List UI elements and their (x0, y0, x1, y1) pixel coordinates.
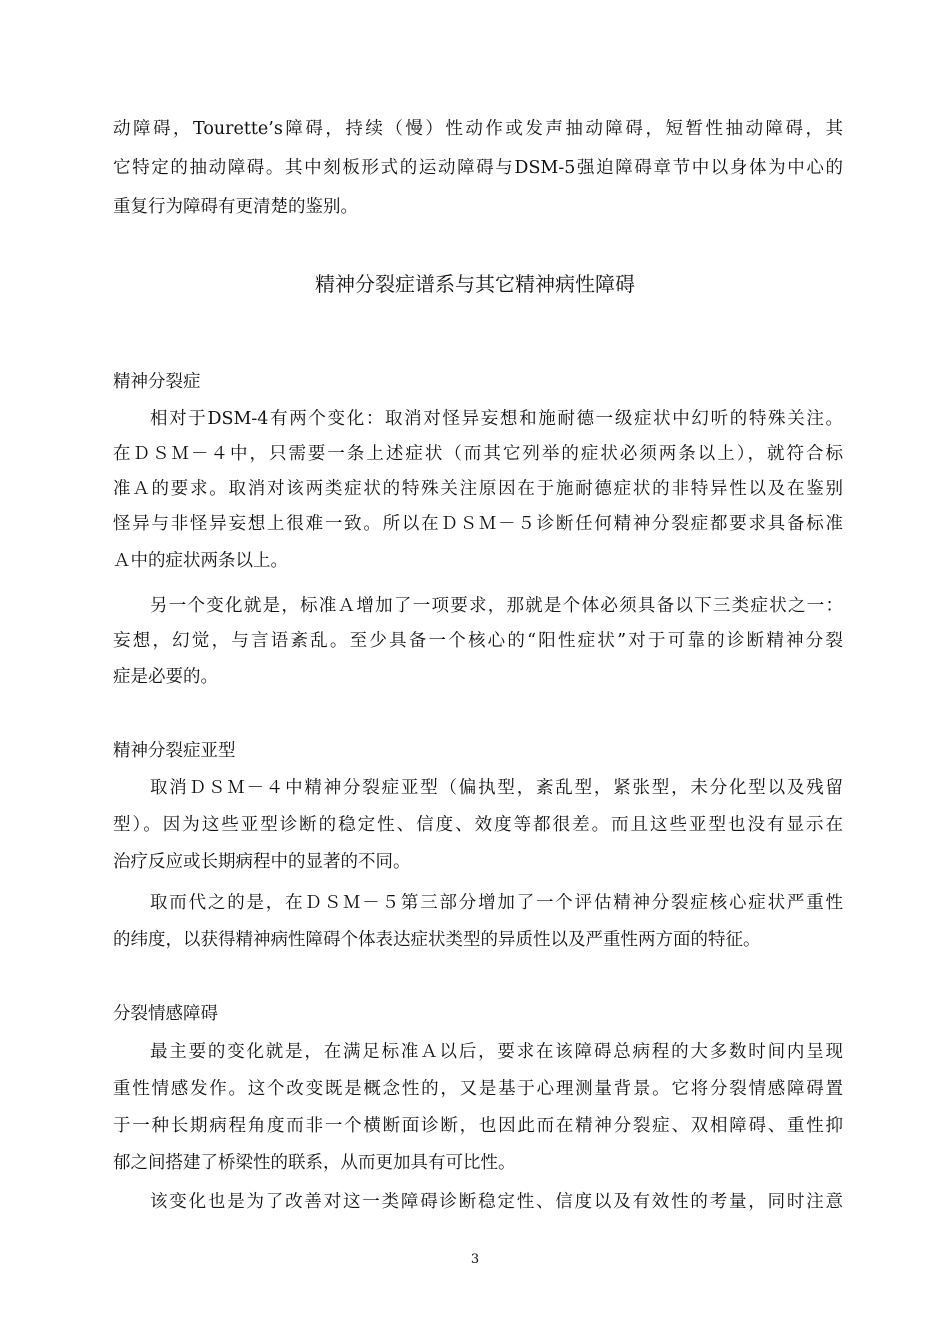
section-heading-schizoaffective: 分裂情感障碍 (113, 1004, 218, 1024)
section-heading-subtypes: 精神分裂症亚型 (113, 741, 236, 761)
paragraph-line: 郁之间搭建了桥梁性的联系，从而更加具有可比性。 (113, 1153, 516, 1173)
paragraph-line: 于一种长期病程角度而非一个横断面诊断，也因此而在精神分裂症、双相障碍、重性抑 (113, 1116, 843, 1136)
paragraph-line: Ａ中的症状两条以上。 (113, 551, 288, 571)
intro-line: 它特定的抽动障碍。其中刻板形式的运动障碍与DSM-5强迫障碍章节中以身体为中心的 (113, 158, 843, 178)
paragraph-line: 该变化也是为了改善对这一类障碍诊断稳定性、信度以及有效性的考量，同时注意 (150, 1192, 843, 1212)
paragraph-line: 另一个变化就是，标准Ａ增加了一项要求，那就是个体必须具备以下三类症状之一： (150, 596, 843, 616)
intro-line: 动障碍，Tourette’s障碍，持续（慢）性动作或发声抽动障碍，短暂性抽动障碍，其 (113, 119, 843, 139)
paragraph-line: 型）。因为这些亚型诊断的稳定性、信度、效度等都很差。而且这些亚型也没有显示在 (113, 815, 843, 835)
paragraph-line: 症是必要的。 (113, 667, 218, 687)
paragraph-line: 的纬度，以获得精神病性障碍个体表达症状类型的异质性以及严重性两方面的特征。 (113, 930, 761, 950)
section-title: 精神分裂症谱系与其它精神病性障碍 (315, 272, 635, 296)
paragraph-line: 准Ａ的要求。取消对该两类症状的特殊关注原因在于施耐德症状的非特异性以及在鉴别 (113, 479, 843, 499)
paragraph-line: 相对于DSM-4有两个变化：取消对怪异妄想和施耐德一级症状中幻听的特殊关注。 (150, 409, 843, 429)
paragraph-line: 妄想，幻觉，与言语紊乱。至少具备一个核心的“阳性症状”对于可靠的诊断精神分裂 (113, 631, 843, 651)
intro-line: 重复行为障碍有更清楚的鉴别。 (113, 197, 358, 217)
paragraph-line: 怪异与非怪异妄想上很难一致。所以在ＤＳＭ－５诊断任何精神分裂症都要求具备标准 (113, 514, 843, 534)
paragraph-line: 取消ＤＳＭ－４中精神分裂症亚型（偏执型，紊乱型，紧张型，未分化型以及残留 (150, 778, 843, 798)
paragraph-line: 治疗反应或长期病程中的显著的不同。 (113, 852, 411, 872)
paragraph-line: 取而代之的是，在ＤＳＭ－５第三部分增加了一个评估精神分裂症核心症状严重性 (150, 893, 843, 913)
paragraph-line: 最主要的变化就是，在满足标准Ａ以后，要求在该障碍总病程的大多数时间内呈现 (150, 1042, 843, 1062)
paragraph-line: 在ＤＳＭ－４中，只需要一条上述症状（而其它列举的症状必须两条以上），就符合标 (113, 444, 843, 464)
paragraph-line: 重性情感发作。这个改变既是概念性的，又是基于心理测量背景。它将分裂情感障碍置 (113, 1079, 843, 1099)
page-number: 3 (470, 1252, 480, 1267)
section-heading-schizophrenia: 精神分裂症 (113, 372, 201, 392)
